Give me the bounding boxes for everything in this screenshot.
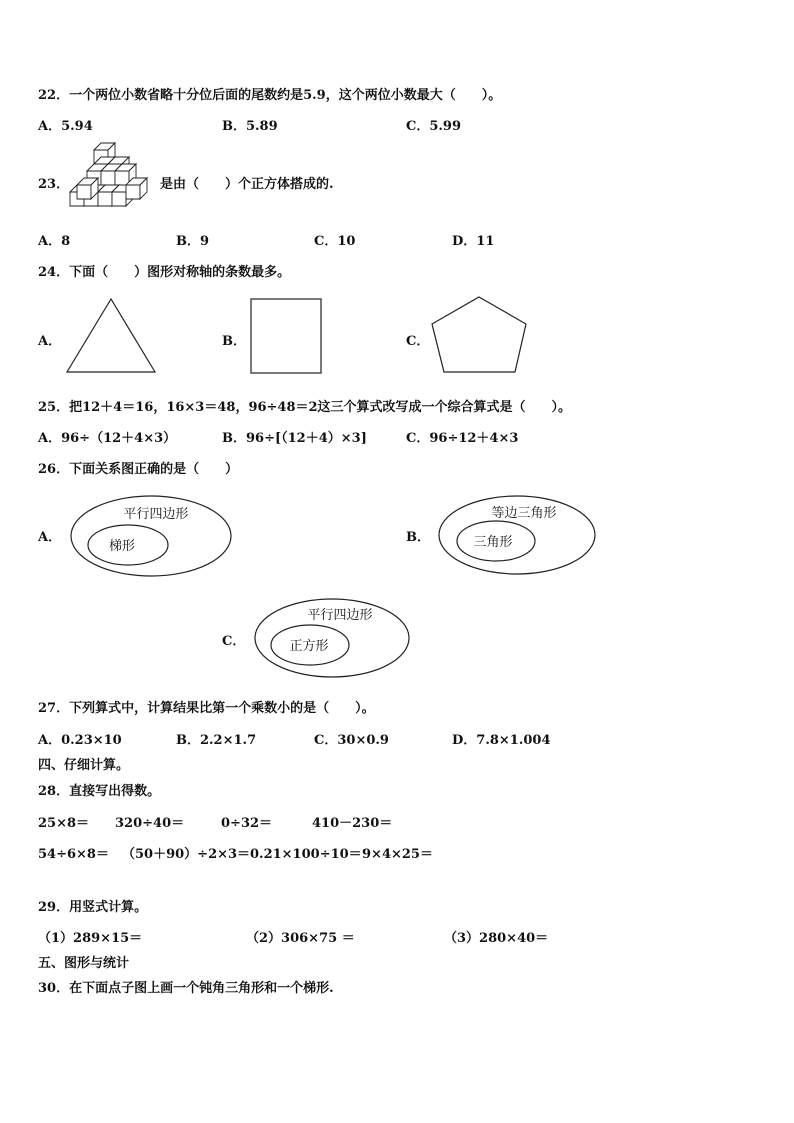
q26-stem: 26．下面关系图正确的是（ ）	[38, 462, 239, 477]
triangle-shape	[66, 298, 156, 374]
venn-c-inner-label: 正方形	[289, 639, 329, 654]
cube-face	[77, 185, 91, 199]
q25-option-c: C．96÷12＋4×3	[406, 431, 519, 446]
q28-r2-c2: （50＋90）÷2×3＝	[122, 847, 251, 862]
venn-a-outer-label: 平行四边形	[123, 507, 189, 522]
q23-option-d: D．11	[452, 234, 495, 249]
cube-face	[98, 192, 112, 206]
cube-stack-figure	[68, 140, 152, 214]
q25-option-a: A．96÷（12＋4×3）	[38, 431, 177, 446]
q22-option-a: A．5.94	[38, 119, 93, 134]
q29-item-3: （3）280×40＝	[444, 931, 549, 946]
q29-item-2: （2）306×75 ＝	[246, 931, 355, 946]
cube-face	[101, 171, 115, 185]
q28-r2-c3: 0.21×100÷10＝	[250, 847, 362, 862]
section-4-heading: 四、仔细计算。	[38, 758, 130, 773]
cube-face	[112, 192, 126, 206]
q25-option-b: B．96÷[（12＋4）×3]	[222, 431, 367, 446]
q28-r2-c1: 54÷6×8＝	[38, 847, 109, 862]
q30-stem: 30．在下面点子图上画一个钝角三角形和一个梯形.	[38, 981, 334, 996]
q23-option-b: B．9	[176, 234, 210, 249]
q29-stem: 29．用竖式计算。	[38, 900, 148, 915]
q26-label-c: C．	[222, 634, 246, 649]
q22-stem: 22．一个两位小数省略十分位后面的尾数约是5.9，这个两位小数最大（ ）。	[38, 88, 502, 103]
venn-diagram-a	[70, 495, 232, 579]
cube-face	[126, 185, 140, 199]
venn-diagram-c	[254, 598, 412, 680]
q23-option-c: C．10	[314, 234, 356, 249]
q28-r1-c4: 410－230＝	[312, 816, 393, 831]
venn-b-outer-label: 等边三角形	[491, 506, 557, 521]
q24-label-c: C．	[406, 334, 430, 349]
q23-option-a: A．8	[38, 234, 71, 249]
q26-label-b: B．	[406, 530, 430, 545]
q27-stem: 27．下列算式中，计算结果比第一个乘数小的是（ ）。	[38, 701, 375, 716]
cube-face	[115, 171, 129, 185]
venn-c-outer-label: 平行四边形	[307, 608, 373, 623]
q23-number: 23．	[38, 177, 70, 192]
section-5-heading: 五、图形与统计	[38, 956, 130, 971]
q27-option-d: D．7.8×1.004	[452, 733, 551, 748]
q28-r2-c4: 9×4×25＝	[362, 847, 433, 862]
q28-r1-c2: 320÷40＝	[115, 816, 185, 831]
q26-label-a: A．	[38, 530, 62, 545]
q24-label-a: A．	[38, 334, 62, 349]
q28-r1-c1: 25×8＝	[38, 816, 90, 831]
venn-diagram-b	[438, 495, 598, 577]
venn-a-inner-label: 梯形	[108, 539, 136, 554]
q25-stem: 25．把12＋4＝16，16×3＝48，96÷48＝2这三个算式改写成一个综合算式是（ ）。	[38, 400, 572, 415]
q28-r1-c3: 0÷32＝	[221, 816, 273, 831]
q29-item-1: （1）289×15＝	[38, 931, 143, 946]
pentagon-shape	[430, 296, 528, 374]
q27-option-c: C．30×0.9	[314, 733, 389, 748]
q23-stem: 是由（ ）个正方体搭成的.	[160, 177, 334, 192]
q28-stem: 28．直接写出得数。	[38, 784, 161, 799]
square-shape	[250, 298, 322, 374]
q22-option-b: B．5.89	[222, 119, 278, 134]
q27-option-b: B．2.2×1.7	[176, 733, 257, 748]
venn-b-inner-label: 三角形	[473, 535, 513, 550]
q24-stem: 24．下面（ ）图形对称轴的条数最多。	[38, 265, 291, 280]
q27-option-a: A．0.23×10	[38, 733, 122, 748]
q22-option-c: C．5.99	[406, 119, 462, 134]
q24-label-b: B．	[222, 334, 246, 349]
